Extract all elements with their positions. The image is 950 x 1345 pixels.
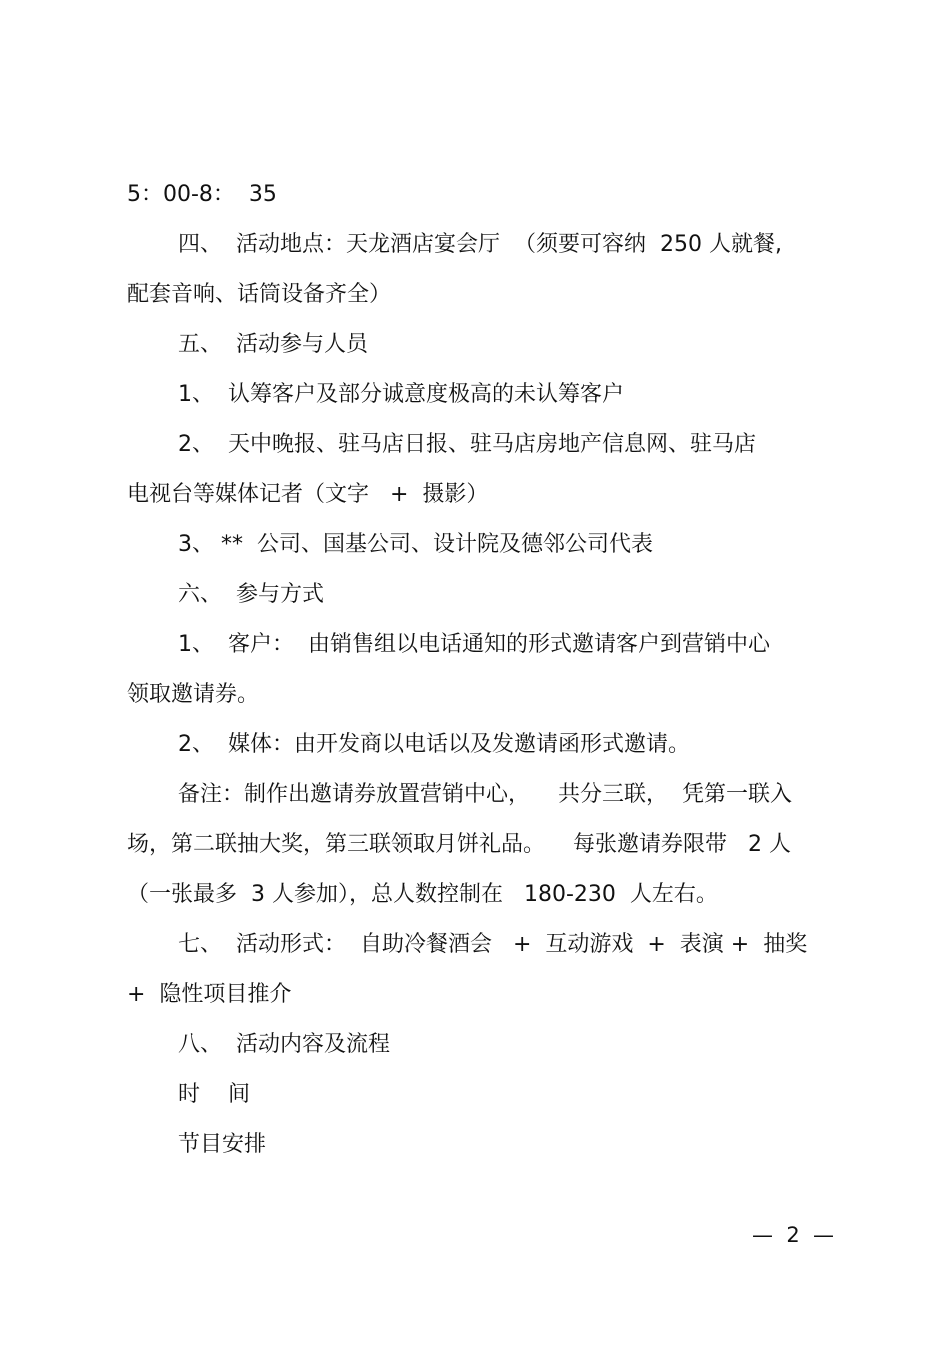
text-line-method-2: 2、 媒体：由开发商以电话以及发邀请函形式邀请。 xyxy=(178,732,690,757)
text-line-section-4-venue: 四、 活动地点：天龙酒店宴会厅 （须要可容纳 250 人就餐, xyxy=(178,232,782,257)
text-line-format-continued: + 隐性项目推介 xyxy=(127,982,292,1007)
text-line-note: 备注：制作出邀请券放置营销中心， 共分三联， 凭第一联入 xyxy=(178,782,792,807)
text-line-method-1-continued: 领取邀请券。 xyxy=(127,682,260,707)
text-line-note-continued-2: （一张最多 3 人参加），总人数控制在 180-230 人左右。 xyxy=(127,882,718,907)
text-line-section-7-format: 七、 活动形式： 自助冷餐酒会 + 互动游戏 + 表演 + 抽奖 xyxy=(178,932,808,957)
text-line-participant-2: 2、 天中晚报、驻马店日报、驻马店房地产信息网、驻马店 xyxy=(178,432,756,457)
text-line-participant-1: 1、 认筹客户及部分诚意度极高的未认筹客户 xyxy=(178,382,624,407)
text-line-time-range: 5：00-8： 35 xyxy=(127,182,277,207)
text-line-note-continued-1: 场，第二联抽大奖，第三联领取月饼礼品。 每张邀请券限带 2 人 xyxy=(127,832,791,857)
text-line-participant-2-continued: 电视台等媒体记者（文字 + 摄影） xyxy=(127,482,489,507)
text-line-time-label: 时 间 xyxy=(178,1082,250,1107)
text-line-section-6-heading: 六、 参与方式 xyxy=(178,582,324,607)
text-line-method-1: 1、 客户： 由销售组以电话通知的形式邀请客户到营销中心 xyxy=(178,632,770,657)
text-line-section-5-heading: 五、 活动参与人员 xyxy=(178,332,368,357)
text-line-section-8-heading: 八、 活动内容及流程 xyxy=(178,1032,390,1057)
text-line-participant-3: 3、 ** 公司、国基公司、设计院及德邻公司代表 xyxy=(178,532,653,557)
text-line-program-label: 节目安排 xyxy=(178,1132,267,1157)
page-number: — 2 — xyxy=(752,1223,835,1247)
text-line-venue-continued: 配套音响、话筒设备齐全） xyxy=(127,282,392,307)
